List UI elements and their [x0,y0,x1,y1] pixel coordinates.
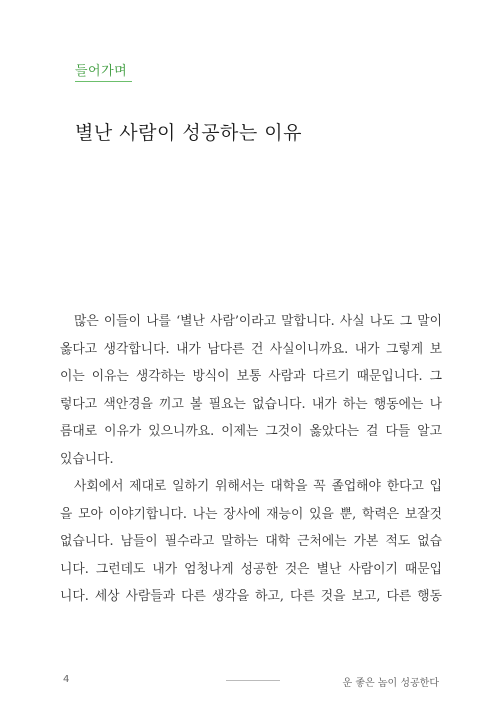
text-line: 렇다고 색안경을 끼고 볼 필요는 없습니다. 내가 하는 행동에는 나 [60,396,442,412]
paragraph-1 [60,308,442,473]
text-line: 없습니다. 남들이 필수라고 말하는 대학 근처에는 가본 적도 없습 [60,534,442,549]
footer-divider [226,680,280,681]
text-line: 이는 이유는 생각하는 방식이 보통 사람과 다르기 때문입니다. 그 [60,369,442,384]
text-line: 있습니다. [60,451,114,467]
section-underline [75,81,132,82]
running-book-title: 운 좋은 놈이 성공한다 [342,678,439,689]
text-line: 사회에서 제대로 일하기 위해서는 대학을 꼭 졸업해야 한다고 입 [74,479,442,494]
section-label: 들어가며 [75,64,128,79]
text-line: 름대로 이유가 있으니까요. 이제는 그것이 옳았다는 걸 다들 알고 [60,424,442,439]
text-line: 옳다고 생각합니다. 내가 남다른 건 사실이니까요. 내가 그렇게 보 [60,341,442,357]
text-line: 많은 이들이 나를 ‘별난 사람’이라고 말합니다. 사실 나도 그 말이 [74,314,442,329]
text-line: 을 모아 이야기합니다. 나는 장사에 재능이 있을 뿐, 학력은 보잘것 [60,506,442,522]
page-number: 4 [63,674,70,685]
text-line: 니다. 세상 사람들과 다른 생각을 하고, 다른 것을 보고, 다른 행동 [60,589,442,604]
text-line: 니다. 그런데도 내가 엄청나게 성공한 것은 별난 사람이기 때문입 [60,561,442,577]
chapter-title: 별난 사람이 성공하는 이유 [75,122,303,144]
body-text [60,308,442,611]
paragraph-2 [60,473,442,611]
